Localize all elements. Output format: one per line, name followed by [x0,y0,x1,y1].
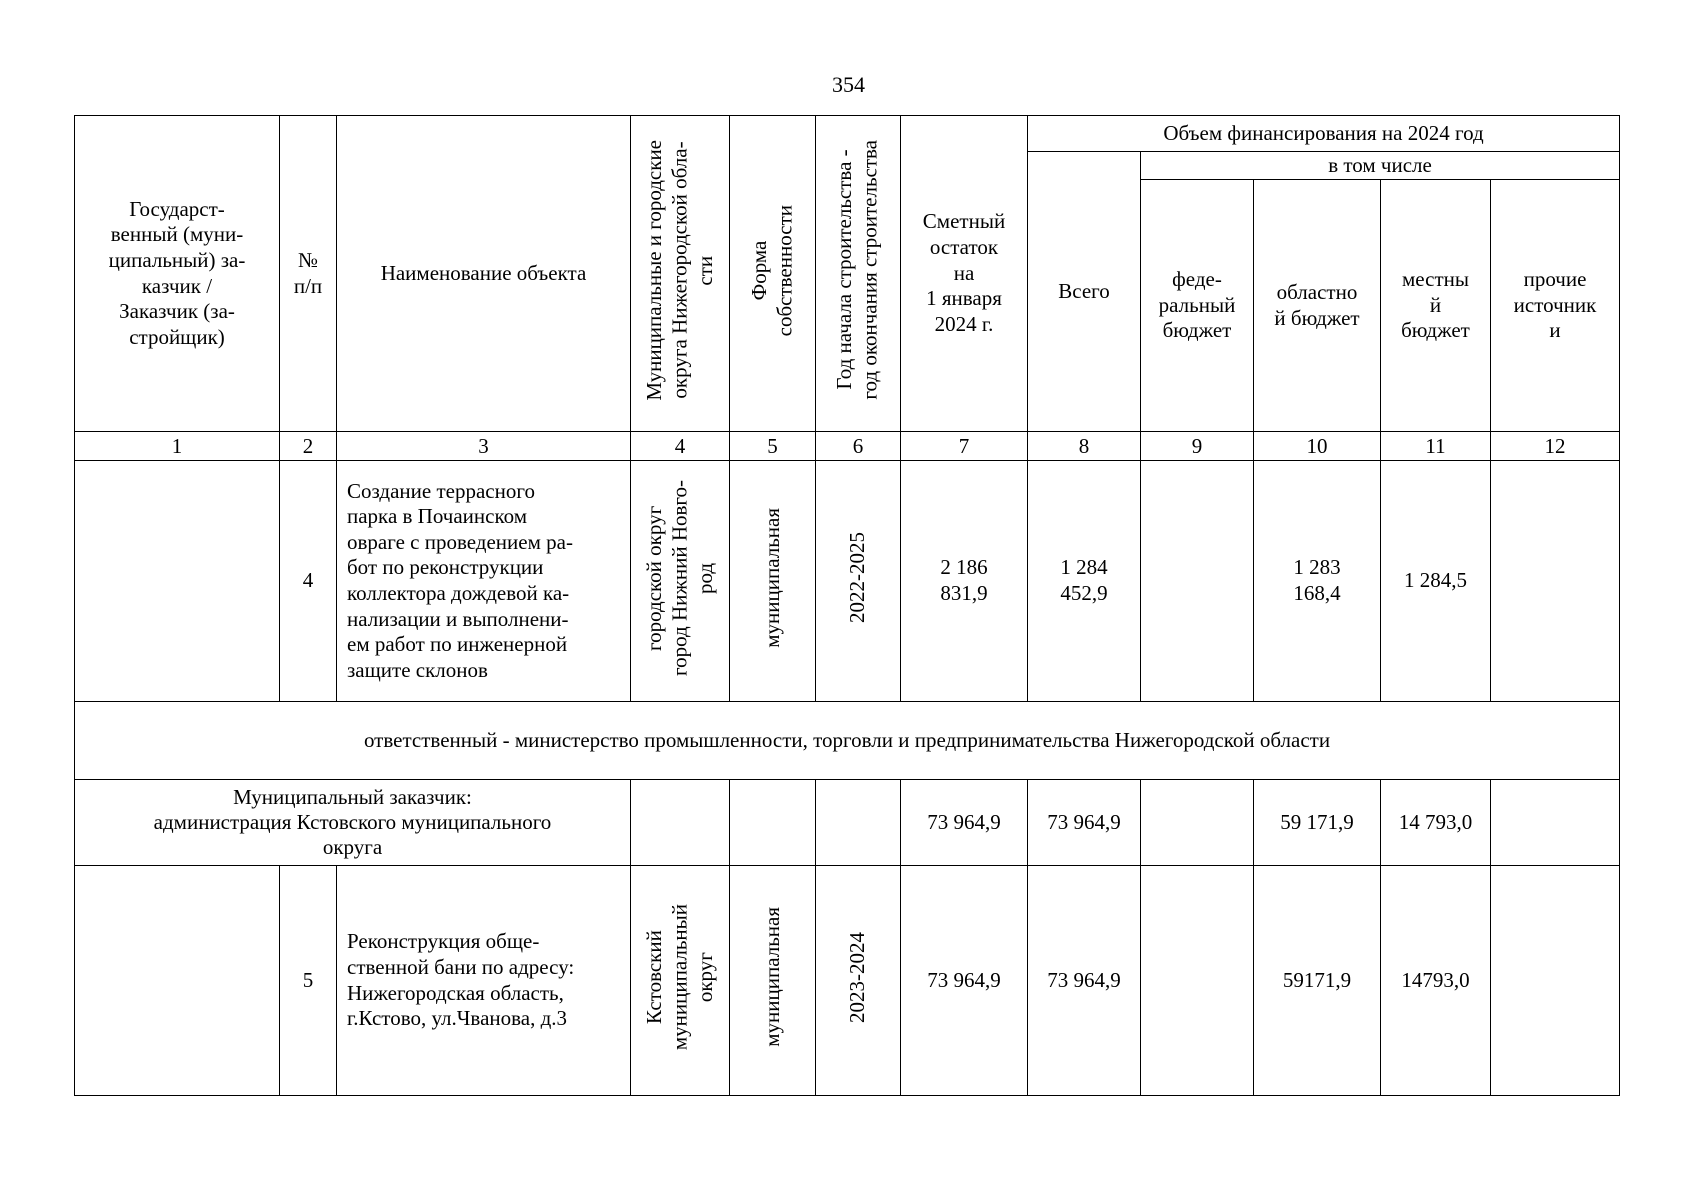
col-number: 3 [337,432,631,461]
row1-ownership-cell [730,461,816,702]
row2-district-cell [631,866,730,1096]
col-number: 7 [901,432,1028,461]
header-ownership: Форма собственности [746,204,797,336]
customer-ownership [730,780,816,866]
row2-years-cell [816,866,901,1096]
row1-local: 1 284,5 [1381,461,1491,702]
header-customer: Государст- венный (муни- ципальный) за- казчик / Заказчик (за- стройщик) [75,116,280,432]
customer-district [631,780,730,866]
col-number: 6 [816,432,901,461]
row1-other [1491,461,1620,702]
customer-federal [1141,780,1254,866]
row1-number: 4 [280,461,337,702]
row1-object-name: Создание террасного парка в Почаинском овраге с проведением ра- бот по реконструкции коллектора дождевой ка- нализации и выполнени- ем работ по инженерной защите склонов [337,461,631,702]
row2-years: 2023-2024 [845,931,870,1023]
header-including: в том числе [1141,152,1620,180]
row1-federal [1141,461,1254,702]
row2-federal [1141,866,1254,1096]
col-number: 8 [1028,432,1141,461]
customer-total: 73 964,9 [1028,780,1141,866]
row1-total: 1 284 452,9 [1028,461,1141,702]
header-local: местны й бюджет [1381,180,1491,432]
row2-regional: 59171,9 [1254,866,1381,1096]
row1-district-cell [631,461,730,702]
customer-other [1491,780,1620,866]
financing-table [74,115,1620,1096]
row2-ownership: муниципальная [759,907,784,1048]
header-number: № п/п [280,116,337,432]
col-number: 5 [730,432,816,461]
header-years-cell [816,116,901,432]
row2-number: 5 [280,866,337,1096]
header-district-cell [631,116,730,432]
customer-local: 14 793,0 [1381,780,1491,866]
col-number: 10 [1254,432,1381,461]
responsible-row [75,702,1620,780]
row2-object-name: Реконструкция обще- ственной бани по адресу: Нижегородская область, г.Кстово, ул.Чванова, д.3 [337,866,631,1096]
customer-label: Муниципальный заказчик: администрация Кстовского муниципального округа [75,780,631,866]
page-number: 354 [832,72,865,97]
header-funding: Объем финансирования на 2024 год [1028,116,1620,152]
header-district: Муниципальные и городские округа Нижегородской обла- сти [641,139,717,401]
header-regional: областно й бюджет [1254,180,1381,432]
row1-years-cell [816,461,901,702]
customer-estimate: 73 964,9 [901,780,1028,866]
col-number: 11 [1381,432,1491,461]
customer-regional: 59 171,9 [1254,780,1381,866]
row1-district: городской округ город Нижний Новго- род [641,479,717,676]
col-number: 12 [1491,432,1620,461]
header-estimate: Сметный остаток на 1 января 2024 г. [901,116,1028,432]
col-number: 1 [75,432,280,461]
row2-customer [75,866,280,1096]
row1-estimate: 2 186 831,9 [901,461,1028,702]
header-object-name: Наименование объекта [337,116,631,432]
col-number: 4 [631,432,730,461]
row1-regional: 1 283 168,4 [1254,461,1381,702]
table-row [75,866,1620,1096]
row2-other [1491,866,1620,1096]
table-row [75,461,1620,702]
header-ownership-cell [730,116,816,432]
header-years: Год начала строительства - год окончания строительства [832,140,882,400]
row1-customer [75,461,280,702]
header-other: прочие источник и [1491,180,1620,432]
row2-estimate: 73 964,9 [901,866,1028,1096]
row2-total: 73 964,9 [1028,866,1141,1096]
row2-local: 14793,0 [1381,866,1491,1096]
col-number: 2 [280,432,337,461]
col-number: 9 [1141,432,1254,461]
row1-years: 2022-2025 [845,532,870,624]
header-federal: феде- ральный бюджет [1141,180,1254,432]
responsible-text: ответственный - министерство промышленности, торговли и предпринимательства Нижегородской области [75,702,1620,780]
row2-ownership-cell [730,866,816,1096]
customer-years [816,780,901,866]
row1-ownership: муниципальная [759,507,784,648]
customer-row [75,780,1620,866]
header-total: Всего [1028,152,1141,432]
row2-district: Кстовский муниципальный округ [641,904,717,1051]
